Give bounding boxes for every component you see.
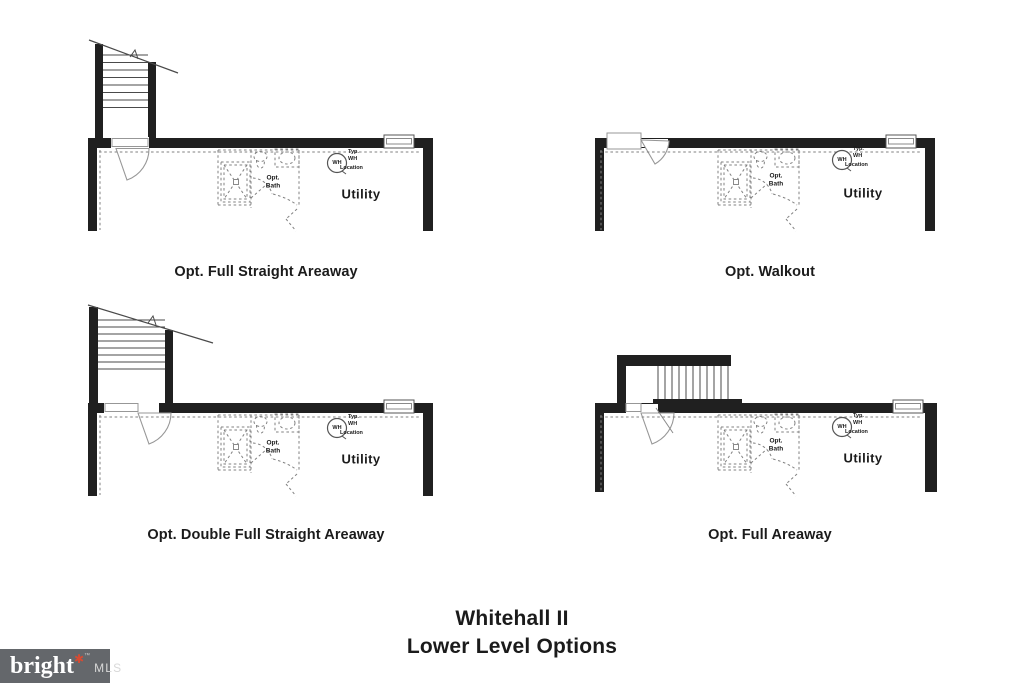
door-frame [607, 133, 641, 149]
opt-bath [218, 414, 299, 496]
wh-note-wh: WH [348, 156, 358, 162]
plan-caption-full-straight-areaway: Opt. Full Straight Areaway [174, 264, 358, 280]
wh-note-location: Location [340, 165, 363, 171]
wh-note-typ: Typ. [853, 413, 864, 419]
areaway-top-wall [617, 355, 731, 366]
left-wall [595, 138, 604, 231]
door-leaf-swing [138, 413, 171, 444]
door-frame [626, 404, 641, 412]
door-frame [112, 139, 148, 147]
bright-logo-text: bright [10, 653, 75, 679]
areaway-left-wall [617, 355, 626, 405]
wh-note-wh: WH [853, 420, 863, 426]
wh-note-typ: Typ. [853, 146, 864, 152]
wh-note-location: Location [845, 162, 868, 168]
stair-wall-right [165, 330, 173, 407]
window [893, 400, 923, 413]
stair-wall-left [89, 307, 98, 407]
left-wall [595, 403, 604, 492]
bright-mls-watermark [0, 649, 123, 683]
plan-walkout [595, 133, 935, 231]
stair-treads [658, 366, 728, 403]
plan-double-full-straight-areaway [88, 305, 433, 496]
plan-full-areaway [595, 355, 937, 496]
trademark-symbol: ™ [84, 653, 91, 659]
opt-bath-label-line2: Bath [265, 447, 281, 454]
plan-full-straight-areaway [88, 40, 433, 231]
stair-wall-right [148, 62, 156, 143]
plan-caption-full-areaway: Opt. Full Areaway [708, 527, 832, 543]
utility-label: Utility [341, 451, 381, 467]
stair-treads [98, 320, 165, 369]
utility-label: Utility [341, 186, 381, 202]
wh-circle-label: WH [837, 157, 847, 163]
utility-label: Utility [843, 185, 883, 201]
door-frame [105, 404, 138, 412]
sheet-title-line2: Lower Level Options [406, 635, 618, 658]
stairs [89, 40, 178, 143]
wh-note-location: Location [340, 430, 363, 436]
wh-note-wh: WH [853, 153, 863, 159]
sheet-title-line1: Whitehall II [455, 607, 569, 630]
mls-logo-text: MLS [94, 661, 123, 675]
plan-caption-double-full-straight-areaway: Opt. Double Full Straight Areaway [147, 527, 385, 543]
break-line [88, 305, 213, 343]
wh-circle-label: WH [332, 425, 342, 431]
wh-note-location: Location [845, 429, 868, 435]
opt-bath [218, 149, 299, 231]
wh-note-typ: Typ. [348, 149, 359, 155]
utility-label: Utility [843, 450, 883, 466]
opt-bath-label-line1: Opt. [266, 439, 280, 447]
stair-wall-left [95, 44, 103, 143]
right-wall [423, 138, 433, 231]
left-wall [88, 138, 97, 231]
door-leaf-swing [116, 149, 149, 181]
stair-treads [103, 55, 148, 108]
opt-bath-label-line1: Opt. [266, 174, 280, 182]
wh-note-typ: Typ. [348, 414, 359, 420]
window [384, 400, 414, 413]
opt-bath [718, 414, 799, 496]
opt-bath-label-line2: Bath [768, 180, 784, 187]
wh-circle-label: WH [837, 424, 847, 430]
opt-bath-label-line2: Bath [768, 445, 784, 452]
window [384, 135, 414, 148]
opt-bath-label [769, 438, 783, 453]
opt-bath-label-line1: Opt. [769, 437, 783, 445]
door-leaf-swing [641, 413, 674, 444]
wh-note-wh: WH [348, 421, 358, 427]
wh-circle-label: WH [332, 160, 342, 166]
walkout-door [607, 133, 669, 164]
opt-bath-label-line2: Bath [265, 182, 281, 189]
right-wall [925, 138, 935, 231]
areaway-stairs [617, 355, 742, 406]
entry-door [111, 137, 149, 180]
bright-logo-asterisk-icon: ✱ [74, 652, 85, 666]
opt-bath-label [769, 173, 783, 188]
window [886, 135, 916, 148]
plan-caption-walkout: Opt. Walkout [724, 264, 816, 280]
opt-bath-label [266, 440, 280, 455]
left-wall [88, 403, 97, 496]
opt-bath [718, 149, 799, 231]
opt-bath-label [266, 175, 280, 190]
opt-bath-label-line1: Opt. [769, 172, 783, 180]
stairs [88, 305, 213, 407]
right-wall [925, 403, 937, 492]
right-wall [423, 403, 433, 496]
